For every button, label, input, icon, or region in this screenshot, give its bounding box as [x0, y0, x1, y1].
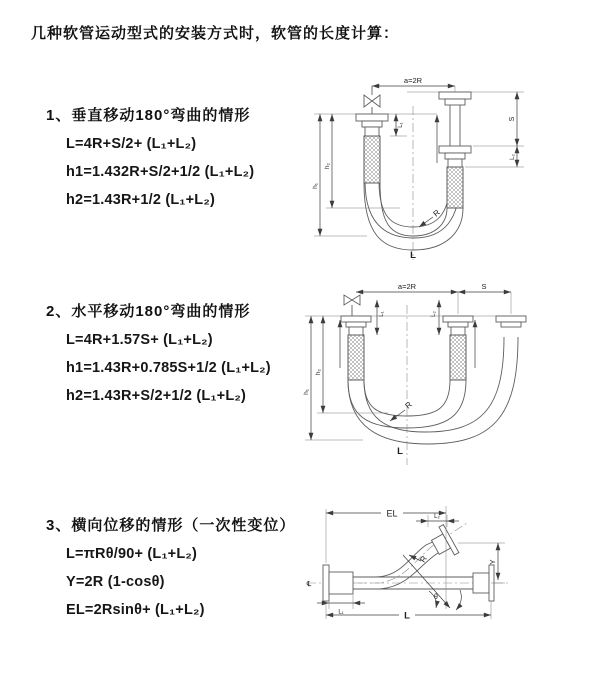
left-flange	[323, 565, 353, 601]
right-pipe-upper-position	[439, 92, 471, 146]
right-pipe-lower-position	[439, 146, 471, 208]
diagram-vertical-180-bend	[312, 68, 592, 263]
radius-label: R	[418, 554, 429, 565]
section-3-heading: 3、横向位移的情形（一次性变位）	[46, 517, 296, 534]
dim-label-el: EL	[386, 508, 398, 519]
dim-label-h1: h₁	[303, 389, 310, 395]
dim-label-s: S	[509, 116, 516, 122]
dim-label-l2: L₂	[431, 311, 437, 317]
tilted-flange	[428, 525, 459, 562]
dim-label-h2: h₂	[315, 368, 322, 376]
left-pipe-fitting	[341, 316, 371, 380]
dim-label-l2: L₂	[434, 514, 440, 520]
angle-arc	[456, 590, 461, 610]
dim-label-h2: h₂	[324, 162, 331, 170]
page-title: 几种软管运动型式的安装方式时，软管的长度计算：	[31, 25, 400, 42]
dim-label-l1: L₁	[398, 122, 404, 128]
dim-label-l2: L₂	[510, 154, 516, 160]
section-3-formula-Y: Y=2R (1-cosθ)	[66, 574, 165, 590]
section-2-formula-h2: h2=1.43R+S/2+1/2 (L₁+L₂)	[66, 388, 247, 404]
braid-section	[450, 335, 466, 380]
middle-pipe-initial-position	[443, 316, 473, 380]
section-1-heading: 1、垂直移动180°弯曲的情形	[46, 107, 251, 124]
radius-label: R	[431, 207, 442, 219]
dim-label-l1: L₁	[338, 609, 344, 616]
section-1-formula-h1: h1=1.432R+S/2+1/2 (L₁+L₂)	[66, 164, 255, 180]
hose-arcs	[348, 337, 518, 444]
radius-construction-line	[403, 555, 450, 608]
dim-label-y: Y	[488, 559, 497, 565]
displaced-hose	[353, 523, 467, 589]
dim-label-h1: h₁	[312, 183, 319, 189]
braid-section	[348, 335, 364, 380]
section-3-formula-EL: EL=2Rsinθ+ (L₁+L₂)	[66, 602, 205, 618]
diagram-horizontal-180-bend	[303, 280, 598, 470]
braid-section	[364, 136, 380, 183]
length-label: L	[404, 610, 410, 622]
dim-label-a2r: a=2R	[397, 282, 417, 291]
section-1-formula-L: L=4R+S/2+ (L₁+L₂)	[66, 136, 197, 152]
angle-label: θ	[434, 594, 438, 601]
valve-icon	[344, 295, 360, 316]
right-pipe-moved-position	[496, 316, 526, 327]
radius-label: R	[403, 399, 414, 411]
length-label: L	[410, 250, 416, 261]
dim-label-l1: L₁	[379, 311, 385, 317]
braid-section	[447, 167, 463, 208]
valve-icon	[364, 86, 380, 114]
section-2-heading: 2、水平移动180°弯曲的情形	[46, 303, 251, 320]
diagram-lateral-displacement	[295, 493, 600, 653]
dim-label-a2r: a=2R	[403, 76, 423, 85]
left-pipe-fitting	[356, 114, 388, 183]
length-label: L	[397, 446, 403, 457]
centerline-symbol: ℄	[306, 581, 312, 588]
dim-label-s: S	[481, 282, 487, 291]
section-2-formula-h1: h1=1.43R+0.785S+1/2 (L₁+L₂)	[66, 360, 271, 376]
section-2-formula-L: L=4R+1.57S+ (L₁+L₂)	[66, 332, 213, 348]
section-1-formula-h2: h2=1.43R+1/2 (L₁+L₂)	[66, 192, 216, 208]
section-3-formula-L: L=πRθ/90+ (L₁+L₂)	[66, 546, 198, 562]
